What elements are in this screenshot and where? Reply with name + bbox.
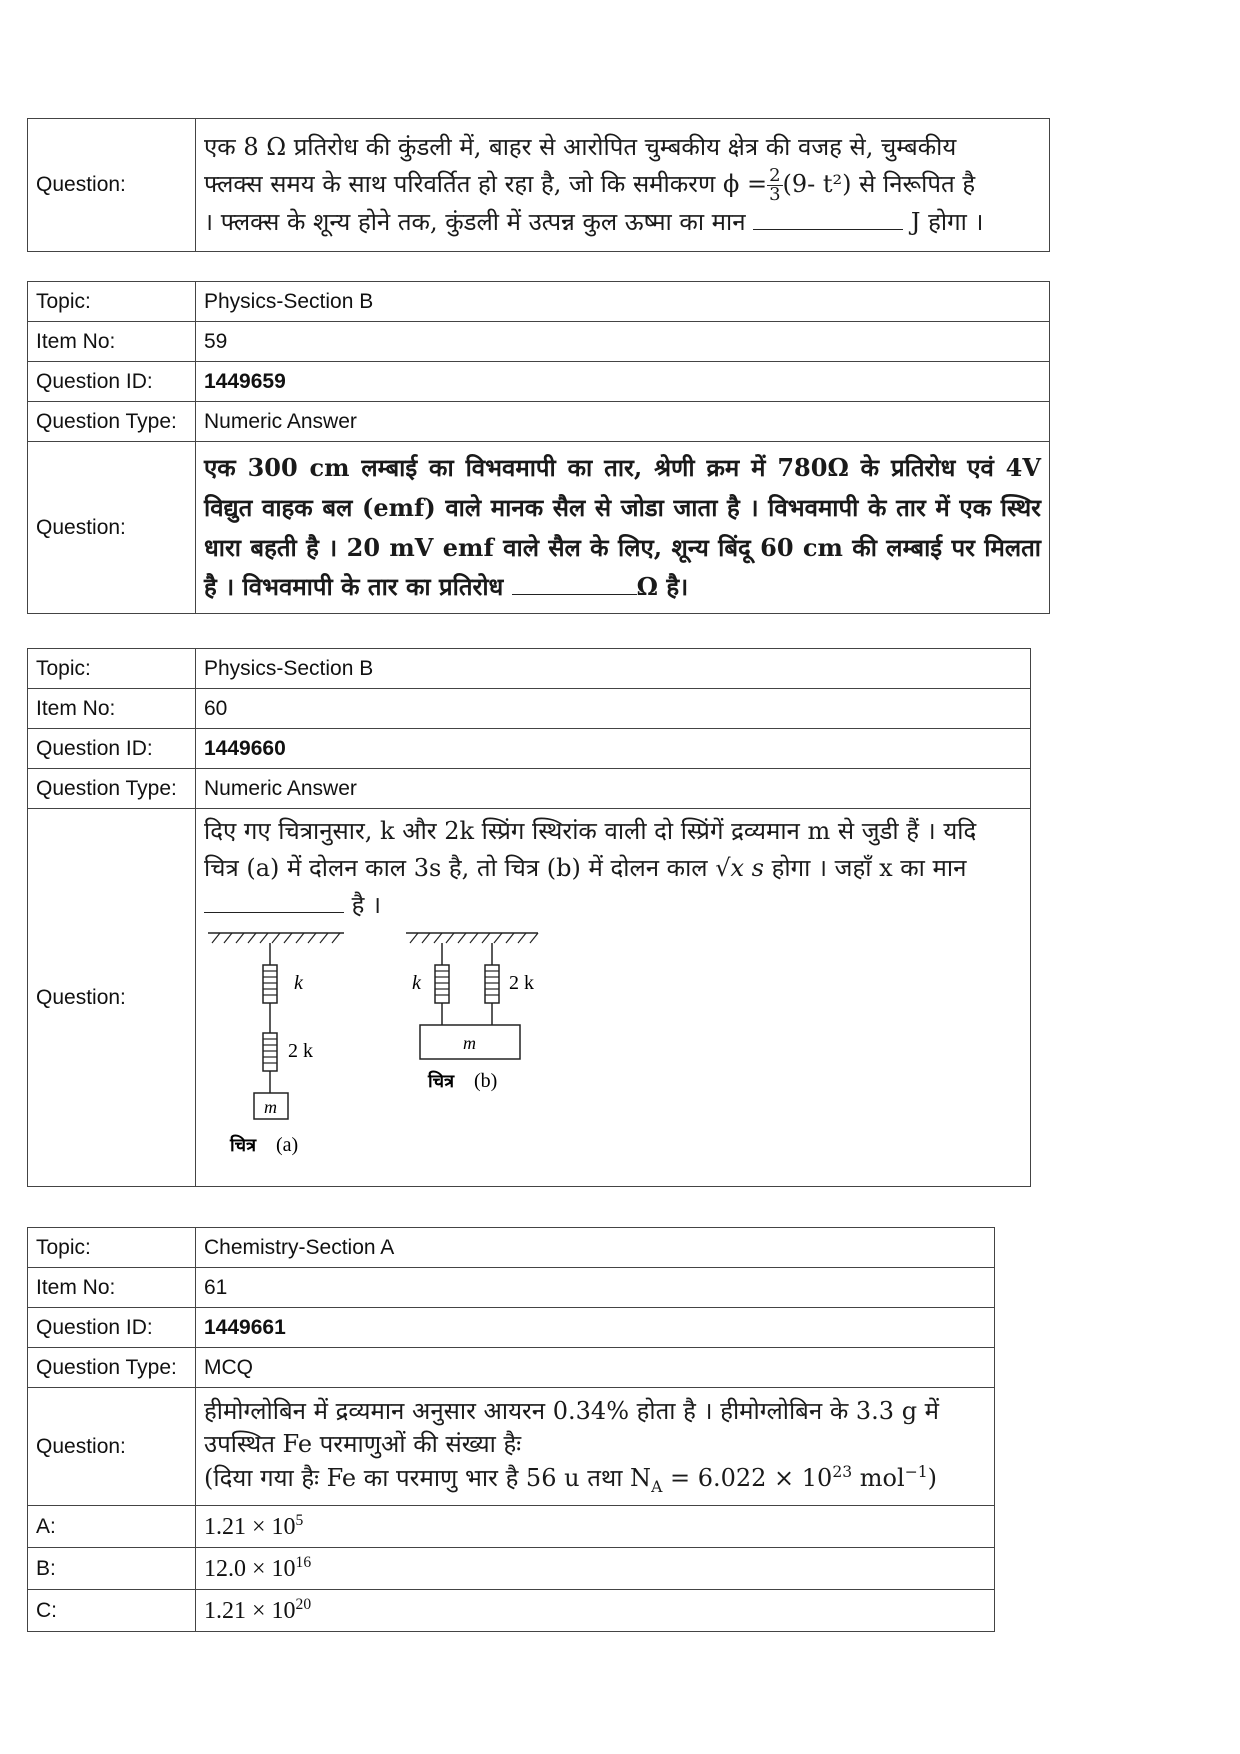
topic-label: Topic: <box>28 1228 196 1268</box>
q61-line1: हीमोग्लोबिन में द्रव्यमान अनुसार आयरन 0.34% होता है । हीमोग्लोबिन के 3.3 g में <box>204 1396 940 1425</box>
answer-blank <box>512 570 637 595</box>
question-59-text: एक 300 cm लम्बाई का विभवमापी का तार, श्रेणी क्रम में 780Ω के प्रतिरोध एवं 4V विद्युत वाहक बल (emf) वाले मानक सैल से जोडा जाता है । विभवमापी के तार में एक स्थिर धारा बहती है । 20 mV emf वाले सैल के लिए, शून्य बिंदू 60 cm की लम्बाई पर मिलता है । विभवमापी के तार का प्रतिरोध Ω है। <box>196 442 1050 614</box>
q58-line3: । फ्लक्स के शून्य होने तक, कुंडली में उत्पन्न कुल ऊष्मा का मान J होगा । <box>204 204 1041 241</box>
option-a-label: A: <box>28 1506 196 1548</box>
question-61-text <box>196 1388 995 1506</box>
figure-a <box>208 933 344 1156</box>
question-type-value: MCQ <box>196 1348 995 1388</box>
q60-line1: दिए गए चित्रानुसार, k और 2k स्प्रिंग स्थिरांक वाली दो स्प्रिंगें द्रव्यमान m से जुडी हैं । यदि <box>204 817 977 845</box>
item-no-value: 59 <box>196 322 1050 362</box>
q60-line3: है । <box>204 887 1022 924</box>
question-59-table <box>27 281 1050 614</box>
sqrt-x-expression: √x s <box>715 854 764 883</box>
question-label: Question: <box>28 119 196 252</box>
caption-b-tag: (b) <box>474 1069 498 1092</box>
question-type-value: Numeric Answer <box>196 769 1031 809</box>
question-id-value: 1449659 <box>196 362 1050 402</box>
option-c-value: $1.21 \times 10^{20}$ <box>196 1590 995 1632</box>
option-a-value: $1.21 \times 10^5$ <box>196 1506 995 1548</box>
topic-label: Topic: <box>28 649 196 689</box>
q60-line2: चित्र (a) में दोलन काल 3s है, तो चित्र (b) में दोलन काल √x s होगा । जहाँ x का मान <box>204 854 967 883</box>
item-no-value: 60 <box>196 689 1031 729</box>
label-k-b: k <box>412 971 421 994</box>
question-id-value: 1449660 <box>196 729 1031 769</box>
label-k-a: k <box>294 971 303 994</box>
topic-label: Topic: <box>28 282 196 322</box>
question-60-text <box>196 809 1031 1187</box>
item-no-label: Item No: <box>28 322 196 362</box>
question-id-label: Question ID: <box>28 1308 196 1348</box>
label-m-b: m <box>463 1032 476 1053</box>
answer-blank <box>753 205 903 230</box>
question-id-label: Question ID: <box>28 362 196 402</box>
q61-line3: (दिया गया हैः Fe का परमाणु भार है 56 u तथा $N_A = 6.022 \times 10^{23}$ mol$^{-1}$) <box>204 1462 938 1496</box>
topic-value: Physics-Section B <box>196 649 1031 689</box>
question-60-table <box>27 648 1031 1187</box>
spring-mass-figure <box>204 925 564 1175</box>
q58-fraction: $\frac{2}{3}$ <box>769 165 781 205</box>
caption-a-hindi: चित्र <box>230 1134 257 1155</box>
question-id-value: 1449661 <box>196 1308 995 1348</box>
answer-blank <box>204 888 344 913</box>
caption-b-hindi: चित्र <box>428 1070 455 1091</box>
figure-b <box>406 933 538 1092</box>
ceiling-hatch-a <box>212 933 340 943</box>
question-id-label: Question ID: <box>28 729 196 769</box>
topic-value: Physics-Section B <box>196 282 1050 322</box>
option-b-label: B: <box>28 1548 196 1590</box>
caption-a-tag: (a) <box>276 1133 299 1156</box>
option-b-value: $12.0 \times 10^{16}$ <box>196 1548 995 1590</box>
q58-line1: एक 8 Ω प्रतिरोध की कुंडली में, बाहर से आरोपित चुम्बकीय क्षेत्र की वजह से, चुम्बकीय <box>204 132 957 161</box>
item-no-value: 61 <box>196 1268 995 1308</box>
label-m-a: m <box>264 1096 277 1117</box>
topic-value: Chemistry-Section A <box>196 1228 995 1268</box>
option-c-label: C: <box>28 1590 196 1632</box>
item-no-label: Item No: <box>28 689 196 729</box>
q61-line2: उपस्थित Fe परमाणुओं की संख्या हैः <box>204 1430 522 1459</box>
question-58-table <box>27 118 1050 252</box>
question-type-value: Numeric Answer <box>196 402 1050 442</box>
ceiling-hatch-b <box>410 933 538 943</box>
question-type-label: Question Type: <box>28 402 196 442</box>
question-58-text <box>196 119 1050 252</box>
question-type-label: Question Type: <box>28 1348 196 1388</box>
question-label: Question: <box>28 809 196 1187</box>
q58-line2: फ्लक्स समय के साथ परिवर्तित हो रहा है, जो कि समीकरण ϕ = $\frac{2}{3}$ (9- t²) से निरूपित है <box>204 165 976 205</box>
question-label: Question: <box>28 1388 196 1506</box>
item-no-label: Item No: <box>28 1268 196 1308</box>
label-2k-a: 2 k <box>288 1039 313 1062</box>
label-2k-b: 2 k <box>509 971 534 994</box>
question-61-table <box>27 1227 995 1632</box>
question-label: Question: <box>28 442 196 614</box>
question-type-label: Question Type: <box>28 769 196 809</box>
